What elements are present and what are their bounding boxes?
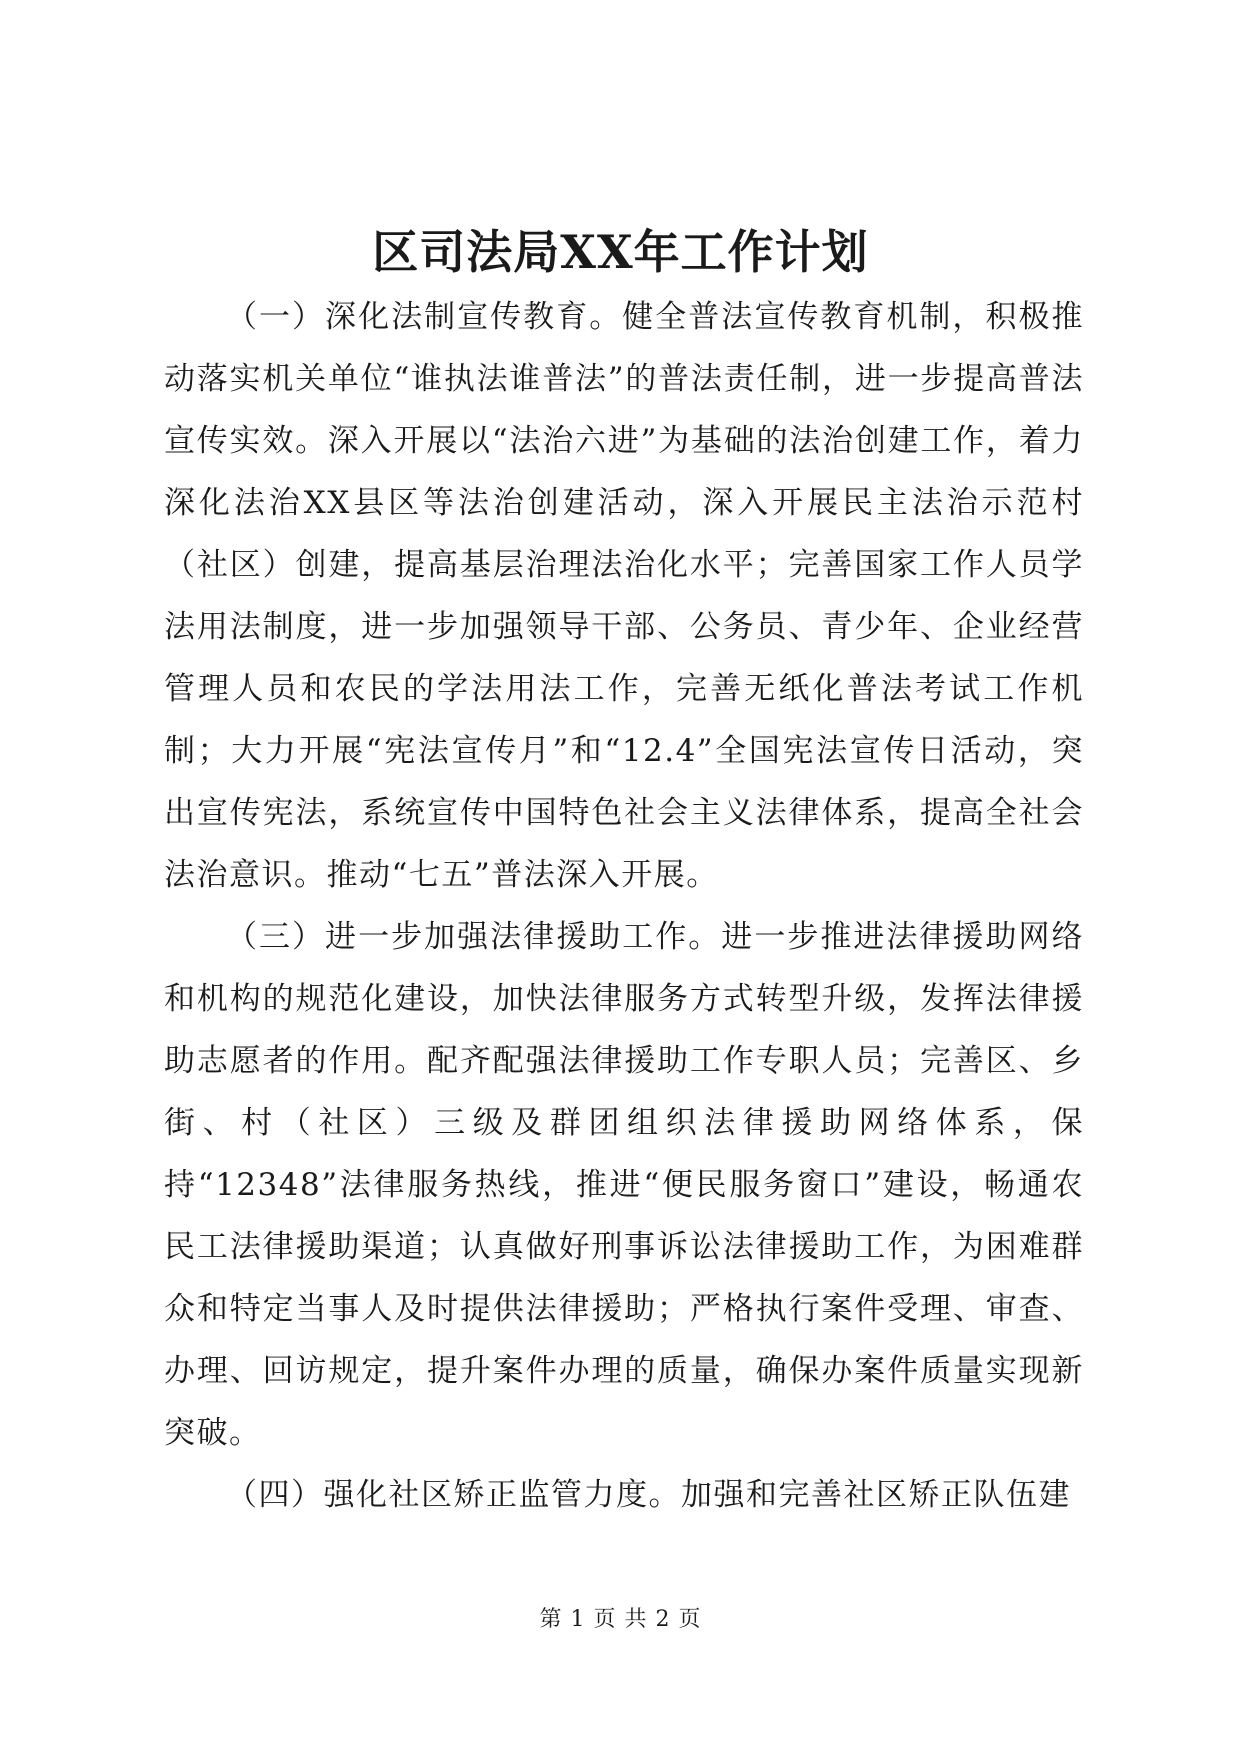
- document-body: [164, 286, 1084, 1526]
- page-number: 第 1 页 共 2 页: [539, 1607, 702, 1632]
- paragraph-community-correction: （四）强化社区矫正监管力度。加强和完善社区矫正队伍建: [226, 1477, 1071, 1513]
- document-title: 区司法局XX年工作计划: [372, 225, 869, 279]
- paragraph-legal-aid: （三）进一步加强法律援助工作。进一步推进法律援助网络和机构的规范化建设，加快法律服务方式转型升级，发挥法律援助志愿者的作用。配齐配强法律援助工作专职人员；完善区、乡街、村（社区）三级及群团组织法律援助网络体系，保持“12348”法律服务热线，推进“便民服务窗口”建设，畅通农民工法律援助渠道；认真做好刑事诉讼法律援助工作，为困难群众和特定当事人及时提供法律援助；严格执行案件受理、审查、办理、回访规定，提升案件办理的质量，确保办案件质量实现新突破。: [164, 919, 1084, 1451]
- paragraph-legal-education: （一）深化法制宣传教育。健全普法宣传教育机制，积极推动落实机关单位“谁执法谁普法”的普法责任制，进一步提高普法宣传实效。深入开展以“法治六进”为基础的法治创建工作，着力深化法治XX县区等法治创建活动，深入开展民主法治示范村（社区）创建，提高基层治理法治化水平；完善国家工作人员学法用法制度，进一步加强领导干部、公务员、青少年、企业经营管理人员和农民的学法用法工作，完善无纸化普法考试工作机制；大力开展“宪法宣传月”和“12.4”全国宪法宣传日活动，突出宣传宪法，系统宣传中国特色社会主义法律体系，提高全社会法治意识。推动“七五”普法深入开展。: [164, 299, 1084, 893]
